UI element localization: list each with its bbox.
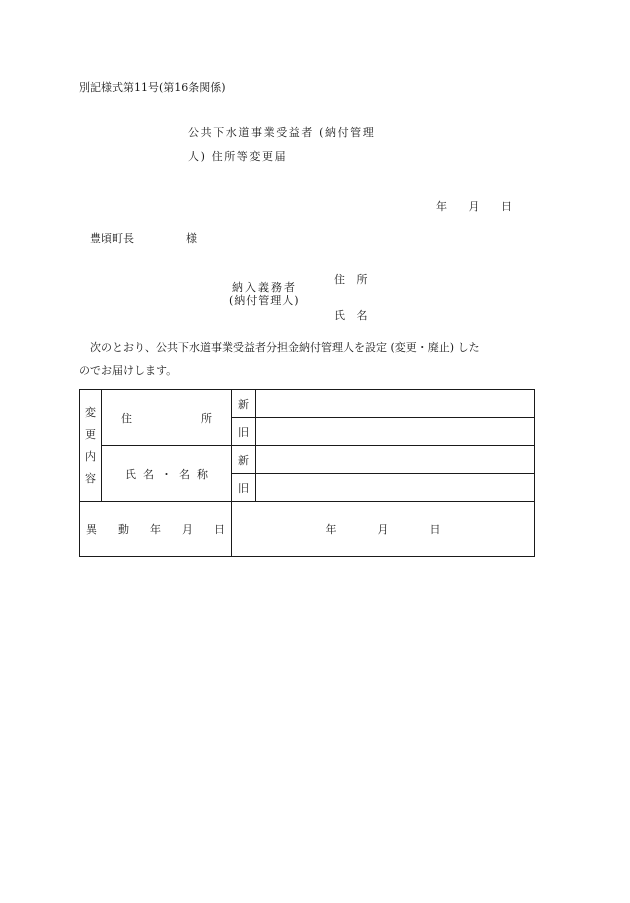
obligor-address-label: 住 所: [334, 273, 368, 286]
name-old-label: 旧: [232, 474, 256, 502]
obligor-label: 納入義務者: [232, 281, 297, 294]
form-number: 別記様式第11号(第16条関係): [79, 81, 226, 94]
name-new-label: 新: [232, 446, 256, 474]
obligor-name-label: 氏 名: [334, 309, 368, 322]
name-new-field[interactable]: [256, 446, 535, 474]
recipient-name: 豊頃町長: [90, 232, 134, 245]
document-title-line-2: 人) 住所等変更届: [188, 150, 288, 163]
change-date-field[interactable]: 年 月 日: [232, 502, 535, 557]
address-row-label: 住 所: [102, 390, 232, 446]
recipient-honorific: 様: [186, 232, 197, 245]
address-old-label: 旧: [232, 418, 256, 446]
address-new-field[interactable]: [256, 390, 535, 418]
body-text-line-2: のでお届けします。: [79, 364, 178, 377]
change-details-table: [79, 389, 535, 557]
name-old-field[interactable]: [256, 474, 535, 502]
name-row-label: 氏 名 ・ 名 称: [102, 446, 232, 502]
submission-date: 年 月 日: [436, 200, 512, 213]
address-old-field[interactable]: [256, 418, 535, 446]
obligor-sub-label: (納付管理人): [229, 294, 300, 307]
change-date-label: 異 動 年 月 日: [80, 502, 232, 557]
change-details-side-header: 変 更 内 容: [80, 390, 102, 502]
body-text-line-1: 次のとおり、公共下水道事業受益者分担金納付管理人を設定 (変更・廃止) した: [90, 341, 480, 354]
address-new-label: 新: [232, 390, 256, 418]
document-title-line-1: 公共下水道事業受益者 (納付管理: [188, 126, 376, 139]
